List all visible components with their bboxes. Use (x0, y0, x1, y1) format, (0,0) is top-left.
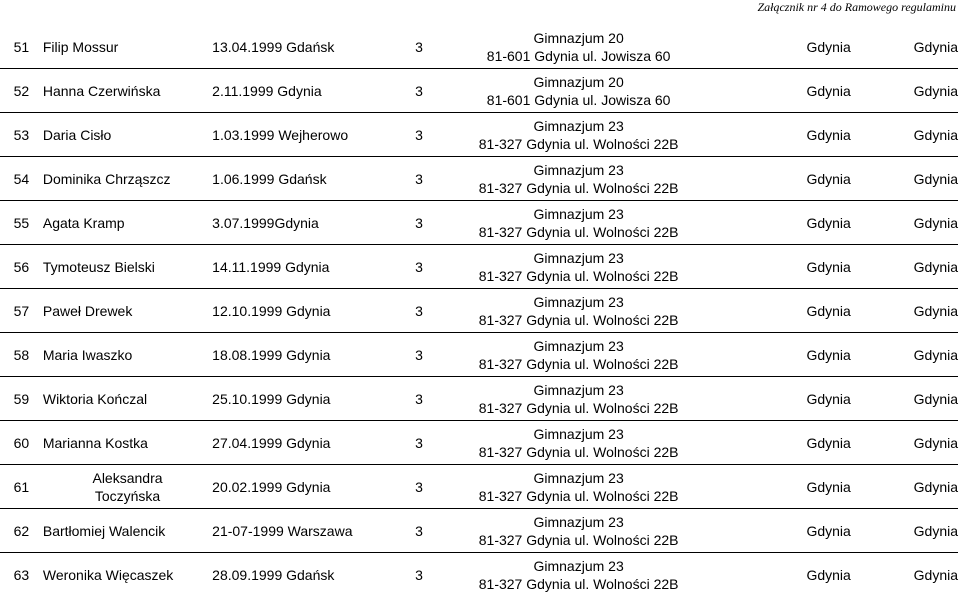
city-residence: Gdynia (712, 113, 851, 157)
city-residence: Gdynia (712, 201, 851, 245)
city-residence: Gdynia (712, 25, 851, 69)
birth-date-place: 28.09.1999 Gdańsk (212, 566, 335, 583)
city-school: Gdynia (851, 69, 958, 113)
city-school: Gdynia (913, 566, 958, 583)
table-row (0, 25, 958, 69)
city-school: Gdynia (851, 289, 958, 333)
city-residence: Gdynia (712, 377, 851, 421)
school-address (446, 509, 712, 553)
school-address (446, 465, 712, 509)
school-street: 81-327 Gdynia ul. Wolności 22B (478, 575, 679, 592)
class-number: 3 (392, 377, 446, 421)
school-street: 81-327 Gdynia ul. Wolności 22B (478, 179, 679, 196)
participant-name: Maria Iwaszko (43, 333, 212, 377)
class-number: 3 (392, 333, 446, 377)
table-row (0, 421, 958, 465)
table-row (0, 509, 958, 553)
city-residence: Gdynia (712, 157, 851, 201)
participant-name: Tymoteusz Bielski (43, 245, 212, 289)
class-number: 3 (392, 245, 446, 289)
school-street: 81-327 Gdynia ul. Wolności 22B (478, 399, 679, 416)
city-residence: Gdynia (712, 465, 851, 509)
row-number: 51 (0, 25, 43, 69)
school-address (446, 245, 712, 289)
participant-name-line2: Toczyńska (94, 487, 161, 504)
table-row (0, 377, 958, 421)
school-street: 81-327 Gdynia ul. Wolności 22B (478, 223, 679, 240)
school-address (446, 69, 712, 113)
school-street: 81-327 Gdynia ul. Wolności 22B (478, 135, 679, 152)
school-name: Gimnazjum 23 (533, 469, 624, 486)
birth-date-place: 14.11.1999 Gdynia (212, 245, 392, 289)
participants-table-body (0, 25, 958, 596)
school-name: Gimnazjum 23 (533, 513, 624, 530)
birth-date-place: 21-07-1999 Warszawa (212, 509, 392, 553)
school-street: 81-327 Gdynia ul. Wolności 22B (478, 355, 679, 372)
school-street: 81-327 Gdynia ul. Wolności 22B (478, 311, 679, 328)
school-address (446, 113, 712, 157)
table-row (0, 289, 958, 333)
school-street: 81-327 Gdynia ul. Wolności 22B (478, 443, 679, 460)
school-name: Gimnazjum 23 (533, 337, 624, 354)
row-number: 56 (0, 245, 43, 289)
class-number: 3 (415, 566, 423, 583)
school-address (446, 289, 712, 333)
school-address (446, 25, 712, 69)
row-number: 57 (0, 289, 43, 333)
participant-name: Daria Cisło (43, 113, 212, 157)
city-school: Gdynia (851, 465, 958, 509)
school-street: 81-601 Gdynia ul. Jowisza 60 (486, 47, 671, 64)
school-name: Gimnazjum 23 (533, 249, 624, 266)
city-school: Gdynia (851, 25, 958, 69)
city-school: Gdynia (851, 509, 958, 553)
table-row (0, 113, 958, 157)
school-address (446, 377, 712, 421)
row-number: 55 (0, 201, 43, 245)
participant-name: Dominika Chrząszcz (43, 157, 212, 201)
city-school: Gdynia (851, 333, 958, 377)
birth-date-place: 2.11.1999 Gdynia (212, 69, 392, 113)
school-street: 81-327 Gdynia ul. Wolności 22B (478, 267, 679, 284)
table-row (0, 333, 958, 377)
class-number: 3 (392, 201, 446, 245)
participant-name: Paweł Drewek (43, 289, 212, 333)
class-number: 3 (392, 113, 446, 157)
row-number: 58 (0, 333, 43, 377)
class-number: 3 (392, 289, 446, 333)
school-name: Gimnazjum 20 (533, 73, 624, 90)
participant-name: Agata Kramp (43, 201, 212, 245)
row-number: 63 (13, 566, 30, 583)
city-school: Gdynia (851, 421, 958, 465)
birth-date-place: 18.08.1999 Gdynia (212, 333, 392, 377)
participant-name: Hanna Czerwińska (43, 69, 212, 113)
school-name: Gimnazjum 23 (533, 161, 624, 178)
participant-name: Bartłomiej Walencik (43, 509, 212, 553)
birth-date-place: 3.07.1999Gdynia (212, 201, 392, 245)
participant-name: Wiktoria Kończal (43, 377, 212, 421)
birth-date-place: 20.02.1999 Gdynia (212, 465, 392, 509)
row-number: 62 (0, 509, 43, 553)
row-number: 61 (0, 465, 43, 509)
school-name: Gimnazjum 23 (533, 293, 624, 310)
city-residence: Gdynia (712, 421, 851, 465)
city-residence: Gdynia (712, 69, 851, 113)
school-street: 81-601 Gdynia ul. Jowisza 60 (486, 91, 671, 108)
school-address (446, 553, 712, 597)
birth-date-place: 1.03.1999 Wejherowo (212, 113, 392, 157)
school-address (446, 421, 712, 465)
school-address (446, 201, 712, 245)
school-street: 81-327 Gdynia ul. Wolności 22B (478, 487, 679, 504)
school-name: Gimnazjum 20 (533, 29, 624, 46)
city-residence: Gdynia (712, 245, 851, 289)
class-number: 3 (392, 157, 446, 201)
participants-table (0, 25, 958, 596)
row-number: 54 (0, 157, 43, 201)
row-number: 52 (0, 69, 43, 113)
birth-date-place: 27.04.1999 Gdynia (212, 421, 392, 465)
class-number: 3 (392, 465, 446, 509)
city-school: Gdynia (851, 157, 958, 201)
attachment-note: Załącznik nr 4 do Ramowego regulaminu (757, 0, 956, 14)
city-residence: Gdynia (712, 289, 851, 333)
school-address (446, 333, 712, 377)
city-school: Gdynia (851, 377, 958, 421)
city-residence: Gdynia (712, 509, 851, 553)
birth-date-place: 12.10.1999 Gdynia (212, 289, 392, 333)
city-school: Gdynia (851, 113, 958, 157)
school-name: Gimnazjum 23 (533, 425, 624, 442)
birth-date-place: 25.10.1999 Gdynia (212, 377, 392, 421)
school-address (446, 157, 712, 201)
birth-date-place: 13.04.1999 Gdańsk (212, 25, 392, 69)
class-number: 3 (392, 421, 446, 465)
school-name: Gimnazjum 23 (533, 557, 624, 574)
city-school: Gdynia (851, 245, 958, 289)
school-name: Gimnazjum 23 (533, 381, 624, 398)
participant-name: Filip Mossur (43, 25, 212, 69)
row-number: 53 (0, 113, 43, 157)
participant-name: Marianna Kostka (43, 421, 212, 465)
school-name: Gimnazjum 23 (533, 117, 624, 134)
participant-name-line1: Aleksandra (92, 469, 163, 486)
participant-name (43, 465, 212, 509)
birth-date-place: 1.06.1999 Gdańsk (212, 157, 392, 201)
table-row (0, 69, 958, 113)
row-number: 59 (0, 377, 43, 421)
table-row (0, 465, 958, 509)
table-row (0, 245, 958, 289)
row-number: 60 (0, 421, 43, 465)
participant-name: Weronika Więcaszek (42, 566, 174, 583)
class-number: 3 (392, 509, 446, 553)
class-number: 3 (392, 69, 446, 113)
table-row (0, 553, 958, 597)
city-residence: Gdynia (712, 333, 851, 377)
school-name: Gimnazjum 23 (533, 205, 624, 222)
city-residence: Gdynia (806, 566, 851, 583)
table-row (0, 157, 958, 201)
class-number: 3 (392, 25, 446, 69)
city-school: Gdynia (851, 201, 958, 245)
school-street: 81-327 Gdynia ul. Wolności 22B (478, 531, 679, 548)
table-row (0, 201, 958, 245)
